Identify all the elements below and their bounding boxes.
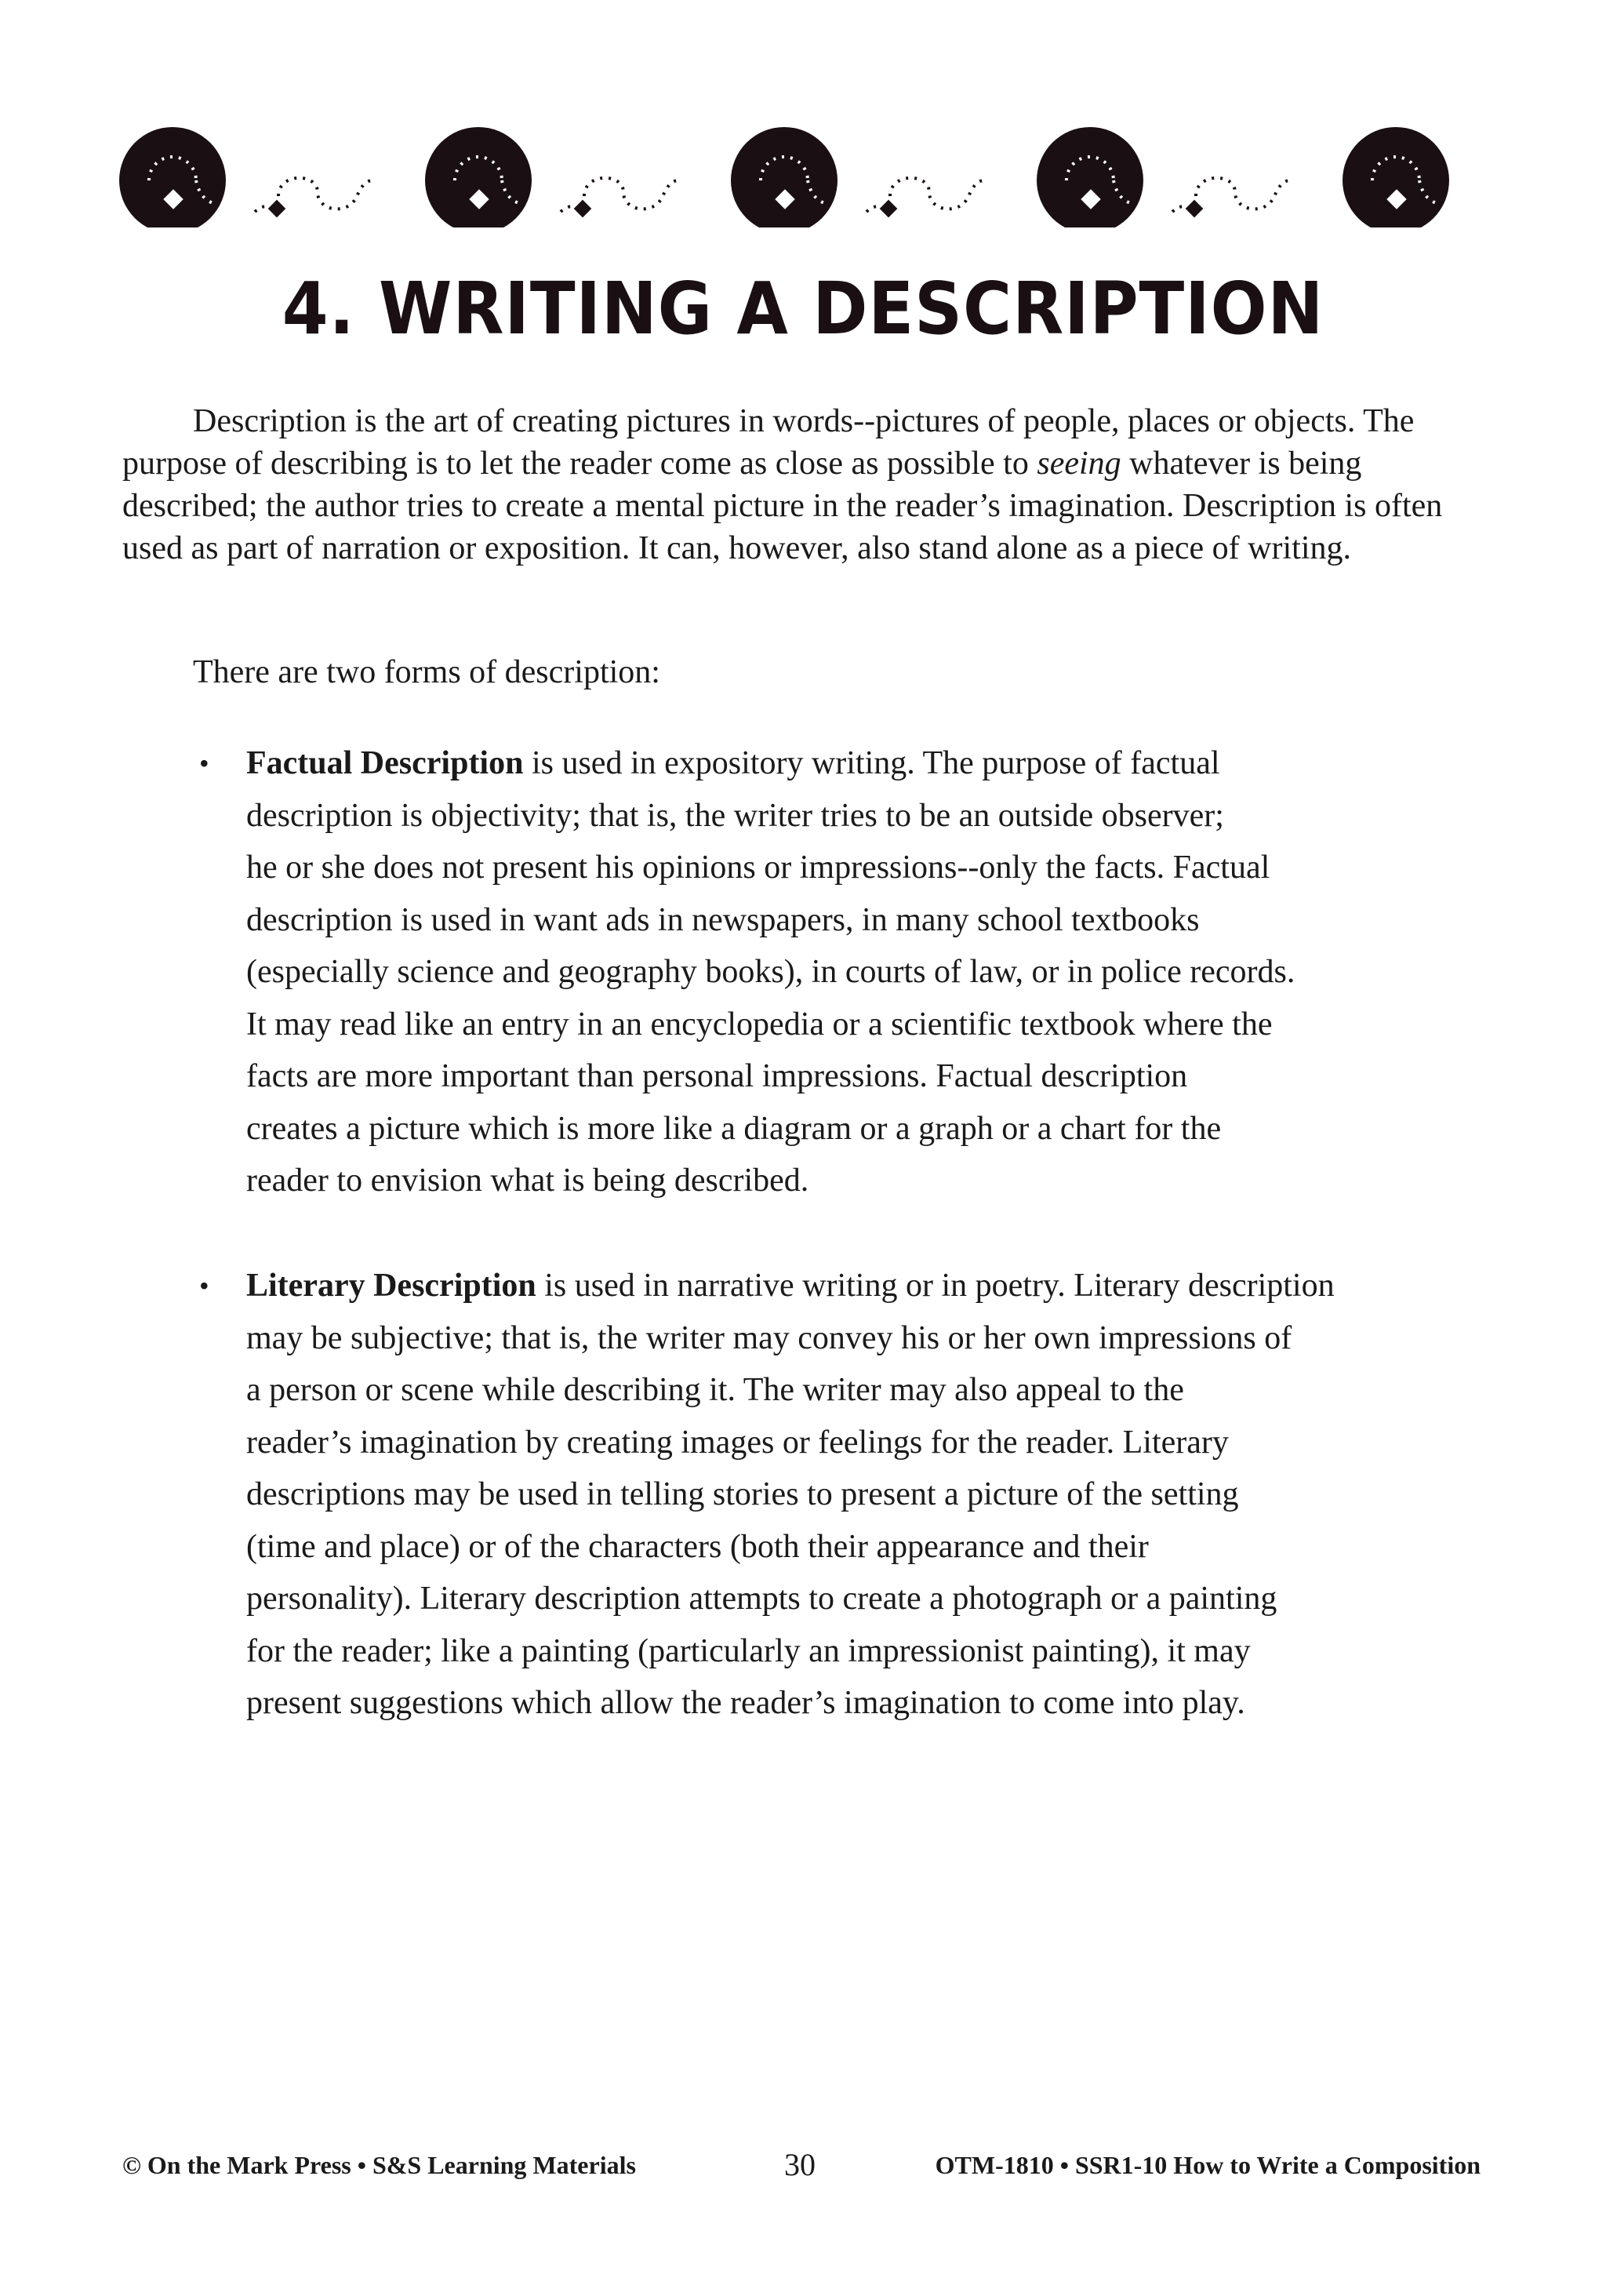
border-circle-icon: [425, 127, 532, 227]
bullet-line: descriptions may be used in telling stories to present a picture of the setting: [246, 1476, 1239, 1512]
forms-intro: There are two forms of description:: [193, 654, 660, 690]
bullet-term: Literary Description: [246, 1268, 536, 1304]
bullet-line: creates a picture which is more like a diagram or a graph or a chart for the: [246, 1110, 1222, 1147]
footer-page-number: 30: [784, 2147, 816, 2182]
page-title: 4. WRITING A DESCRIPTION: [282, 267, 1324, 351]
bullet-line: (especially science and geography books), in courts of law, or in police records.: [246, 954, 1295, 990]
intro-emphasis: seeing: [1037, 446, 1121, 482]
bullet-line: for the reader; like a painting (particularly an impressionist painting), it may: [246, 1632, 1251, 1669]
bullet-line: [246, 1260, 1517, 1312]
bullet-line: a person or scene while describing it. The writer may also appeal to the: [246, 1372, 1184, 1408]
bullet-line: It may read like an entry in an encyclopedia or a scientific textbook where the: [246, 1006, 1273, 1042]
footer-publisher: © On the Mark Press • S&S Learning Materials: [122, 2151, 636, 2179]
bullet-factual-description: [199, 737, 1517, 1207]
bullet-line: reader to envision what is being described.: [246, 1163, 809, 1199]
bullet-line: description is objectivity; that is, the writer tries to be an outside observer;: [246, 797, 1224, 834]
border-squiggle-icon: [561, 178, 678, 217]
border-squiggle-icon: [255, 178, 372, 217]
bullet-icon: •: [199, 748, 209, 779]
decorative-border: [118, 126, 1482, 227]
border-circle-icon: [731, 127, 838, 227]
bullet-line: [246, 737, 1517, 790]
border-squiggle-icon: [867, 178, 984, 217]
intro-text-end: whatever is being described; the author tries to create a mental picture in the reader’s imagination. Description is often used as part of narration or exposition. It can, however, also stand alone as a piece of writing.: [122, 446, 1443, 566]
intro-paragraph: [122, 400, 1487, 569]
bullet-text: is used in expository writing. The purpose of factual: [523, 745, 1220, 781]
intro-text-start: Description is the art of creating pictures in words--pictures of people, places or objects. The purpose of describing is to let the reader come as close as possible to: [122, 403, 1415, 482]
bullet-line: may be subjective; that is, the writer may convey his or her own impressions of: [246, 1319, 1292, 1356]
border-squiggle-icon: [1172, 178, 1290, 217]
bullet-literary-description: [199, 1260, 1517, 1730]
bullet-line: he or she does not present his opinions or impressions--only the facts. Factual: [246, 850, 1270, 886]
footer-book-title: OTM-1810 • SSR1-10 How to Write a Composition: [935, 2151, 1481, 2179]
bullet-line: present suggestions which allow the reader’s imagination to come into play.: [246, 1685, 1245, 1721]
bullet-term: Factual Description: [246, 745, 524, 781]
bullet-text: is used in narrative writing or in poetry. Literary description: [536, 1268, 1335, 1304]
bullet-icon: •: [199, 1270, 209, 1301]
border-circle-icon: [119, 127, 226, 227]
bullet-line: reader’s imagination by creating images or feelings for the reader. Literary: [246, 1424, 1229, 1461]
bullet-line: (time and place) or of the characters (both their appearance and their: [246, 1528, 1149, 1565]
border-circle-icon: [1037, 127, 1143, 227]
border-circle-icon: [1343, 127, 1449, 227]
bullet-line: description is used in want ads in newspapers, in many school textbooks: [246, 901, 1200, 938]
bullet-line: facts are more important than personal impressions. Factual description: [246, 1058, 1188, 1094]
bullet-line: personality). Literary description attempts to create a photograph or a painting: [246, 1581, 1277, 1617]
